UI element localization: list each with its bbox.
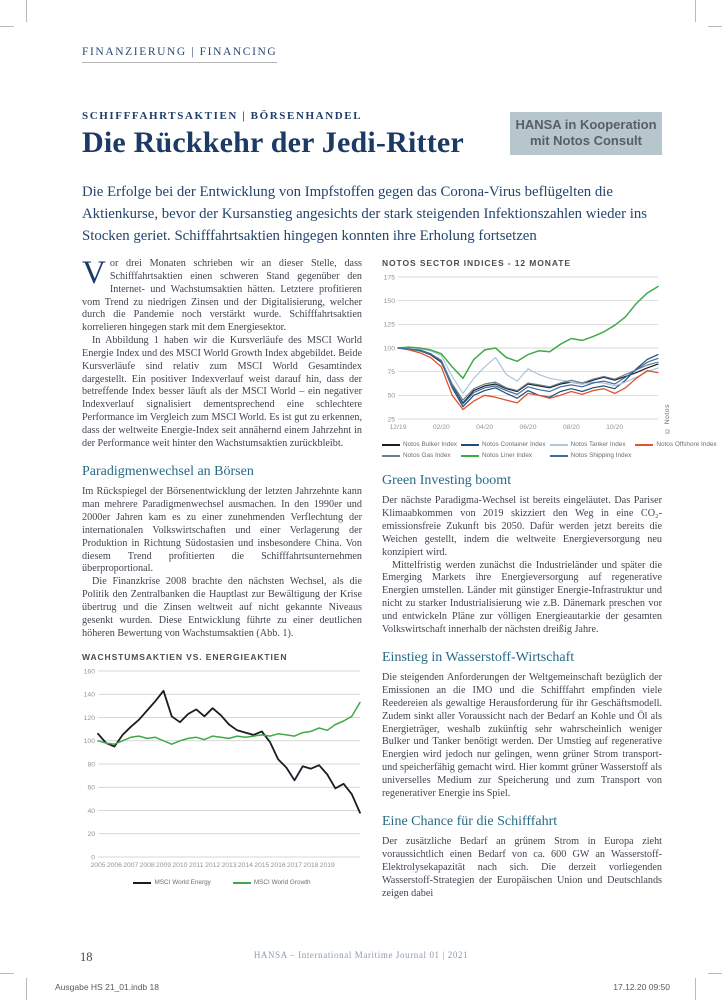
- paragraph: Die Finanzkrise 2008 brachte den nächsten Wechsel, als die Politik den Zentralbanken die Hauptlast zur Bewältigung der Krise übertrug und die Zinsen weltweit auf nicht gekannte Niveaus gesenkt wurden. Diese Entwicklung führte zu einer deutlichen höheren Bewertung von Wachstumsaktien (Abb. 1).: [82, 576, 362, 639]
- svg-text:04/20: 04/20: [476, 423, 494, 431]
- legend-swatch: [550, 455, 568, 457]
- article-columns: [82, 255, 717, 900]
- svg-text:2018: 2018: [303, 862, 319, 870]
- svg-text:08/20: 08/20: [562, 423, 580, 431]
- svg-text:40: 40: [87, 807, 95, 815]
- section-heading-chance: Eine Chance für die Schifffahrt: [382, 813, 558, 829]
- badge-line-1: HANSA in Kooperation: [515, 117, 657, 132]
- chart-legend: [382, 440, 717, 460]
- paragraph: Der zusätzliche Bedarf an grünem Strom in Europa zieht voraussichtlich einen Bedarf von ca. 600 GW an Wasserstoff-Elektrolysekapazität nach sich. Die derzeit vorliegenden Wasserstoff-Strategien der Europäischen Union und Deutschlands zeigen dabei: [382, 836, 662, 899]
- legend-swatch: [382, 444, 400, 446]
- svg-text:60: 60: [87, 784, 95, 792]
- section-heading-wasserstoff: Einstieg in Wasserstoff-Wirtschaft: [382, 649, 575, 665]
- chart-title: NOTOS SECTOR INDICES - 12 MONATE: [382, 258, 571, 268]
- svg-text:2017: 2017: [286, 862, 303, 870]
- svg-text:2010: 2010: [172, 862, 188, 870]
- svg-text:2011: 2011: [188, 862, 204, 870]
- legend-label: Notos Offshore Index: [656, 440, 717, 448]
- chart-title: WACHSTUMSAKTIEN VS. ENERGIEAKTIEN: [82, 652, 288, 663]
- svg-text:125: 125: [383, 321, 395, 329]
- svg-text:2012: 2012: [205, 862, 221, 870]
- article-kicker: SCHIFFFAHRTSAKTIEN | BÖRSENHANDEL: [82, 110, 363, 122]
- legend-item: [382, 452, 457, 460]
- crop-mark: [708, 973, 722, 974]
- legend-item: [133, 879, 210, 887]
- svg-text:2008: 2008: [139, 862, 155, 870]
- legend-item: [461, 452, 546, 460]
- legend-swatch: [461, 444, 479, 446]
- paragraph: In Abbildung 1 haben wir die Kursverläufe des MSCI World Energie Index und des MSCI World Growth Index abgebildet. Beide Kursverläufe sind relativ zum MSCI World Gesamtindex dargestellt. Ein positiver Indexverlauf weist darauf hin, dass der betreffende Index besser läuft als der MSCI World – ein negativer Indexverlauf signalisiert dementsprechend eine schlechtere Performance im Vergleich zum MSCI World. Es ist gut zu erkennen, dass der weltweite Energie-Index seit annähernd einem Jahrzehnt in der Performance weit hinter den Wachstumsaktien zurückbleibt.: [82, 335, 362, 449]
- svg-text:06/20: 06/20: [519, 423, 537, 431]
- legend-swatch: [635, 444, 653, 446]
- chart-notos-sector-indices: [382, 258, 717, 460]
- paragraph: Der nächste Paradigma-Wechsel ist bereits eingeläutet. Das Pariser Klimaabkommen von 2019 skizziert den Weg in eine CO₂-emissionsfreie Zukunft bis 2050. Dafür werden jetzt bereits die Weichen gestellt, indem die weltweite Energieversorgung neu konzipiert wird.: [382, 495, 662, 558]
- paragraph: Mittelfristig werden zunächst die Industrieländer und später die Emerging Markets ihre Energieversorgung auf regenerative Energien umstellen. Länder mit günstiger Energie-Infrastruktur und nicht zu starker Industrialisierung wie z.B. Dänemark preschen vor und entwickeln Pläne zur völligen Energieautarkie der gesamten Volkswirtschaft innerhalb der nächsten dreißig Jahre.: [382, 559, 662, 635]
- svg-text:2019: 2019: [319, 862, 335, 870]
- legend-item: [233, 879, 311, 887]
- section-heading-green-investing: Green Investing boomt: [382, 472, 512, 488]
- svg-text:2009: 2009: [155, 862, 172, 870]
- svg-text:75: 75: [387, 368, 395, 376]
- journal-line: HANSA – International Maritime Journal 01 | 2021: [253, 950, 469, 960]
- crop-mark: [0, 26, 14, 27]
- legend-label: Notos Shipping Index: [570, 451, 632, 459]
- legend-label: Notos Liner Index: [482, 451, 533, 459]
- svg-text:100: 100: [83, 738, 95, 746]
- legend-item: [382, 441, 457, 449]
- drop-cap: V: [82, 255, 106, 291]
- legend-label: MSCI World Growth: [253, 878, 311, 886]
- svg-text:2005: 2005: [90, 862, 106, 870]
- crop-mark: [26, 978, 27, 1000]
- cooperation-badge: [510, 112, 662, 155]
- svg-text:50: 50: [387, 392, 395, 400]
- svg-text:10/20: 10/20: [606, 423, 624, 431]
- svg-text:175: 175: [383, 274, 395, 282]
- legend-swatch: [133, 882, 151, 884]
- svg-text:20: 20: [87, 831, 95, 839]
- print-file-name: Ausgabe HS 21_01.indb 18: [55, 982, 159, 992]
- section-heading-paradigmenwechsel: Paradigmenwechsel an Börsen: [82, 463, 254, 479]
- paragraph: [82, 255, 362, 335]
- chart-wachstumsaktien-vs-energieaktien: [82, 652, 362, 887]
- legend-swatch: [233, 882, 251, 884]
- legend-item: [461, 441, 546, 449]
- article-standfirst: Die Erfolge bei der Entwicklung von Impfstoffen gegen das Corona-Virus beflügelten die Aktienkurse, bevor der Kursanstieg angesichts der stark steigenden Infektionszahlen wieder ins Stocken geriet. Schifffahrtsaktien hingegen konnten ihre Erholung fortsetzen: [82, 184, 647, 244]
- legend-label: Notos Bulker Index: [403, 440, 457, 448]
- svg-text:0: 0: [91, 854, 95, 862]
- paragraph: Die steigenden Anforderungen der Weltgemeinschaft bezüglich der Emissionen an die IMO und die Schifffahrt empfinden viele Reedereien als gewaltige Herausforderung für ihr Geschäftsmodell. Zudem sinkt aller Voraussicht nach der Bedarf an Kohle und Öl als Energieträger, weshalb zukünftig sehr wahrscheinlich weniger Bulker und Tanker benötigt werden. Der Umstieg auf regenerative Energien wird jedoch nur gelingen, wenn grüner Strom transport- und speicherfähig gemacht wird. Hier kommt grüner Wasserstoff als universelles Medium zur Speicherung und zum Transport von regenerativer Energie ins Spiel.: [382, 672, 662, 799]
- page-footer: [0, 950, 722, 964]
- svg-text:2006: 2006: [106, 862, 122, 870]
- svg-text:2014: 2014: [237, 862, 253, 870]
- svg-text:02/20: 02/20: [432, 423, 450, 431]
- legend-swatch: [461, 455, 479, 457]
- legend-label: MSCI World Energy: [154, 878, 211, 886]
- legend-label: Notos Tanker Index: [570, 440, 626, 448]
- page-number: 18: [80, 950, 93, 964]
- svg-text:80: 80: [87, 761, 95, 769]
- badge-line-2: mit Notos Consult: [530, 133, 642, 149]
- article-header: [82, 110, 662, 160]
- legend-swatch: [550, 444, 568, 446]
- chart-legend: [82, 879, 362, 887]
- legend-swatch: [382, 455, 400, 457]
- crop-mark: [0, 973, 14, 974]
- legend-item: [550, 452, 632, 460]
- paragraph: Im Rückspiegel der Börsenentwicklung der letzten Jahrzehnte kann man mehrere Paradigmenwechsel ausmachen. In den 1990er und 2000er Jahren kam es zu einer zunehmenden Verflechtung der internationalen Volkswirtschaften und einer Verlagerung der Produktion in Richtung Südostasien und insbesondere China. Von diesem Trend profitierten die Schifffahrtsunternehmen überproportional.: [82, 486, 362, 575]
- svg-text:2016: 2016: [270, 862, 286, 870]
- print-timestamp: 17.12.20 09:50: [613, 982, 670, 992]
- crop-mark: [695, 0, 696, 22]
- svg-text:2007: 2007: [123, 862, 139, 870]
- paragraph-text: or drei Monaten schrieben wir an dieser Stelle, dass Schifffahrtsaktien einen schweren Stand gegenüber den Internet- und Wachstumsaktien hätten. Letztere profitieren vom Trend zu niedrigen Zinsen und der Digitalisierung, welcher durch die Pandemie noch verstärkt wurde. Schifffahrtsaktien korrelieren hingegen stark mit dem Energiesektor.: [82, 258, 362, 334]
- svg-text:140: 140: [83, 691, 95, 699]
- section-eyebrow: FINANZIERUNG | FINANCING: [82, 46, 277, 63]
- crop-mark: [708, 26, 722, 27]
- svg-text:150: 150: [383, 297, 395, 305]
- crop-mark: [26, 0, 27, 22]
- chart-plot-area: [382, 273, 662, 437]
- crop-mark: [695, 978, 696, 1000]
- legend-item: [635, 441, 716, 449]
- legend-item: [550, 441, 632, 449]
- svg-text:2013: 2013: [221, 862, 237, 870]
- article-title: Die Rückkehr der Jedi-Ritter: [82, 126, 464, 159]
- right-column: [382, 258, 717, 900]
- svg-text:25: 25: [387, 416, 395, 424]
- svg-text:100: 100: [383, 345, 395, 353]
- chart-plot-area: [82, 667, 362, 875]
- legend-label: Notos Container Index: [482, 440, 546, 448]
- legend-label: Notos Gas Index: [403, 451, 451, 459]
- svg-text:160: 160: [83, 668, 95, 676]
- chart-credit: © Notos: [664, 403, 672, 434]
- left-column: [82, 255, 362, 900]
- svg-text:120: 120: [83, 714, 95, 722]
- svg-text:2015: 2015: [254, 862, 270, 870]
- svg-text:12/19: 12/19: [389, 423, 407, 431]
